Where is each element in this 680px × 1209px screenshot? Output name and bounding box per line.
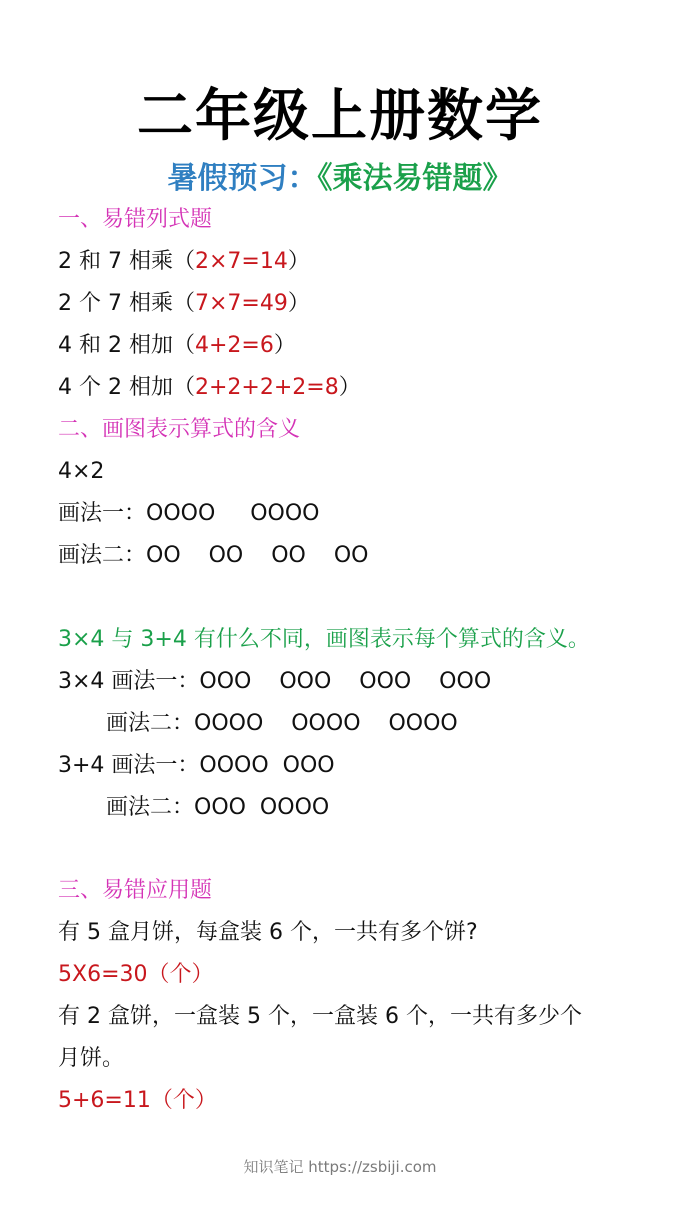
section1-item-2 bbox=[58, 289, 310, 319]
section2-row-4: 画法二：OOO OOOO bbox=[106, 795, 330, 820]
section3-question-2-line-2: 月饼。 bbox=[58, 1046, 125, 1071]
subtitle-topic: 《乘法易错题》 bbox=[317, 161, 513, 196]
item-question: 2 和 7 相乘（ bbox=[58, 249, 195, 274]
section3-heading: 三、易错应用题 bbox=[58, 878, 213, 903]
section2-row-1: 3×4 画法一：OOO OOO OOO OOO bbox=[58, 669, 492, 694]
section3-answer-2: 5+6=11（个） bbox=[58, 1088, 217, 1113]
section2-method-1: 画法一：OOOO OOOO bbox=[58, 501, 320, 526]
section2-row-2: 画法二：OOOO OOOO OOOO bbox=[106, 711, 458, 736]
section1-item-1 bbox=[58, 247, 310, 277]
section2-question: 3×4 与 3+4 有什么不同，画图表示每个算式的含义。 bbox=[58, 627, 590, 652]
section1-item-3 bbox=[58, 331, 296, 361]
item-close: ） bbox=[273, 333, 296, 358]
item-answer: 7×7=49 bbox=[194, 291, 288, 316]
item-close: ） bbox=[287, 291, 310, 316]
item-answer: 4+2=6 bbox=[194, 333, 274, 358]
footer-watermark: 知识笔记 https://zsbiji.com bbox=[243, 1158, 437, 1176]
section2-method-2: 画法二：OO OO OO OO bbox=[58, 543, 369, 568]
item-answer: 2+2+2+2=8 bbox=[194, 375, 339, 400]
section1-item-4 bbox=[58, 373, 361, 403]
section3-question-1: 有 5 盒月饼，每盒装 6 个，一共有多个饼? bbox=[58, 920, 478, 945]
section3-question-2-line-1: 有 2 盒饼，一盒装 5 个，一盒装 6 个，一共有多少个 bbox=[58, 1004, 582, 1029]
item-close: ） bbox=[287, 249, 310, 274]
section2-row-3: 3+4 画法一：OOOO OOO bbox=[58, 753, 335, 778]
page-subtitle bbox=[0, 158, 680, 200]
section3-answer-1: 5X6=30（个） bbox=[58, 962, 214, 987]
item-question: 2 个 7 相乘（ bbox=[58, 291, 195, 316]
item-close: ） bbox=[338, 375, 361, 400]
subtitle-label: 暑假预习： bbox=[167, 161, 318, 196]
item-answer: 2×7=14 bbox=[194, 249, 288, 274]
section2-heading: 二、画图表示算式的含义 bbox=[58, 417, 301, 442]
item-question: 4 个 2 相加（ bbox=[58, 375, 195, 400]
section2-expression: 4×2 bbox=[58, 459, 105, 484]
page-title: 二年级上册数学 bbox=[137, 84, 543, 149]
item-question: 4 和 2 相加（ bbox=[58, 333, 195, 358]
section1-heading: 一、易错列式题 bbox=[58, 207, 213, 232]
